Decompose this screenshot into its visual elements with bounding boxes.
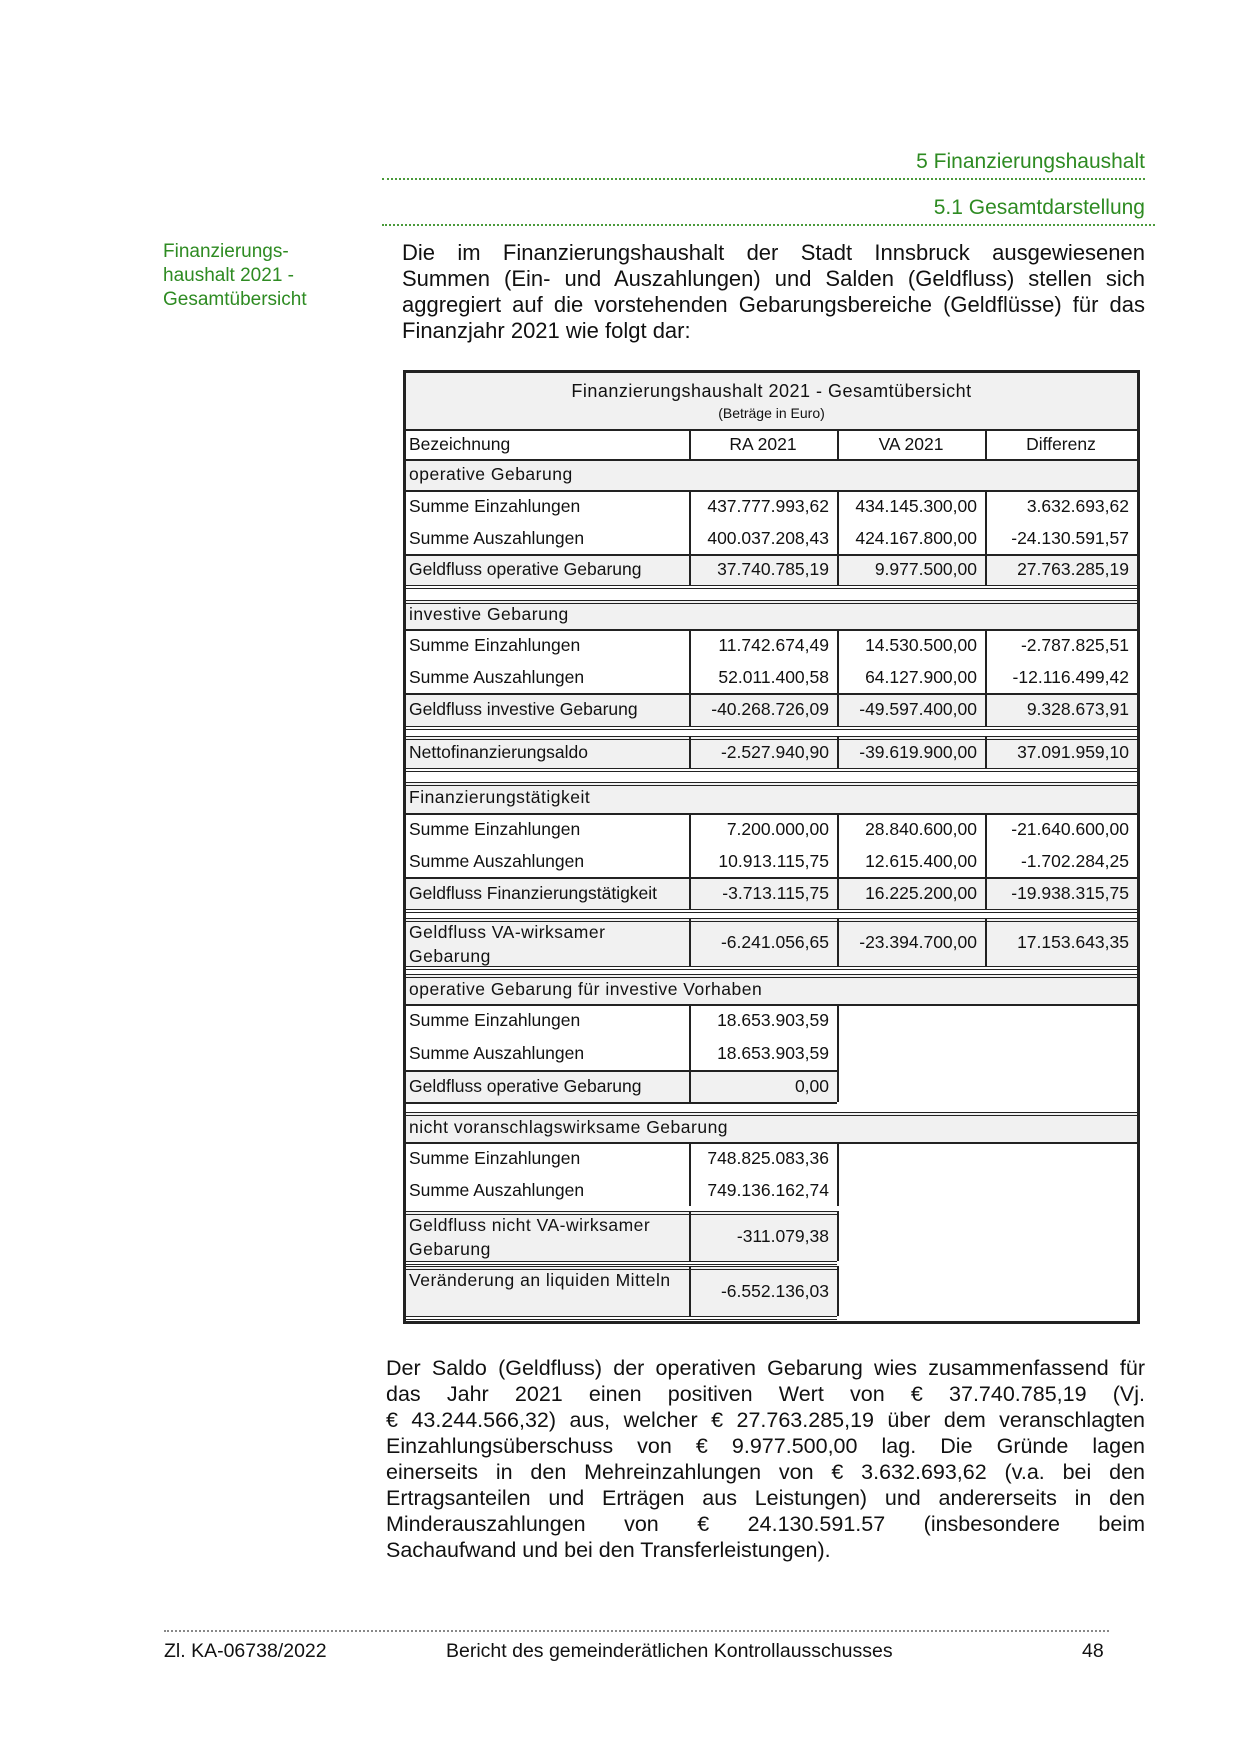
table-rule [689,845,691,877]
table-rule [689,1142,691,1174]
table-rule [406,768,1137,772]
summary-line: Sachaufwand und bei den Transferleistungen). [386,1538,831,1562]
chapter-heading: 5 Finanzierungshaushalt [916,150,1145,173]
section-header: investive Gebarung [406,600,1137,629]
value-va-2021: -49.597.400,00 [837,693,985,726]
table-rule [689,523,691,554]
col-header-va: VA 2021 [878,433,944,454]
section-header: operative Gebarung für investive Vorhaben [406,974,1137,1004]
value-ra-2021: 437.777.993,62 [707,496,829,516]
row-label: Summe Auszahlungen [409,1179,585,1200]
value-differenz: 27.763.285,19 [985,554,1137,585]
row-label: Summe Einzahlungen [409,1147,581,1168]
footer-title: Bericht des gemeinderätlichen Kontrollausschusses [446,1640,893,1662]
value-differenz: -19.938.315,75 [985,877,1137,909]
section-header: operative Gebarung [406,459,1137,490]
margin-note-line: Gesamtübersicht [163,289,307,310]
value-differenz: 17.153.643,35 [985,918,1137,966]
row-label: Veränderung an liquiden Mitteln [406,1266,689,1316]
value-ra-2021: -311.079,38 [689,1211,837,1261]
row-label: Summe Auszahlungen [409,528,585,548]
table-rule [406,585,1137,589]
table-rule [689,1004,691,1037]
table-rule [985,918,987,966]
value-va-2021: 9.977.500,00 [837,554,985,585]
table-rule [689,693,691,726]
table-rule [406,1112,1137,1116]
table-title-block [406,373,1137,429]
chapter-divider [382,178,1145,180]
page-number: 48 [1082,1640,1104,1662]
table-rule [985,877,987,909]
row-label: Summe Auszahlungen [409,850,585,871]
row-label: Summe Einzahlungen [409,818,581,839]
margin-note-line: Finanzierungs- [163,241,289,262]
summary-paragraph [386,1355,1145,1563]
table-rule [837,813,839,845]
value-ra-2021: 37.740.785,19 [689,554,837,585]
value-ra-2021: 749.136.162,74 [707,1179,829,1200]
table-rule [837,523,839,554]
value-va-2021: -23.394.700,00 [837,918,985,966]
value-differenz: -24.130.591,57 [1011,528,1129,548]
table-rule [837,629,839,662]
table-rule [985,490,987,523]
section-divider [382,224,1155,226]
table-rule [837,1070,839,1102]
table-rule [837,845,839,877]
table-rule [837,662,839,693]
table-rule [406,1316,837,1320]
value-ra-2021: 52.011.400,58 [718,667,829,687]
table-rule [689,629,691,662]
row-label: Geldfluss operative Gebarung [406,1070,689,1102]
table-rule [406,1070,837,1072]
table-rule [406,736,1137,740]
intro-line: aggregiert auf die vorstehenden Gebarungsbereiche (Geldflüsse) für das [402,292,1145,317]
table-rule [689,813,691,845]
value-va-2021: 12.615.400,00 [865,850,977,871]
row-label: Geldfluss VA-wirksamer Gebarung [406,918,689,966]
value-ra-2021: 400.037.208,43 [707,528,829,548]
table-rule [406,429,1137,431]
table-rule [406,877,1137,879]
table-rule [985,629,987,662]
table-rule [837,693,839,726]
value-differenz: 37.091.959,10 [985,736,1137,768]
footer-reference: Zl. KA-06738/2022 [164,1640,327,1662]
value-ra-2021: -40.268.726,09 [689,693,837,726]
table-rule [689,490,691,523]
table-rule [985,662,987,693]
table-rule [837,554,839,585]
table-rule [406,726,1137,730]
value-ra-2021: -6.241.056,65 [689,918,837,966]
table-rule [985,429,987,459]
value-differenz: 9.328.673,91 [985,693,1137,726]
table-rule [837,490,839,523]
col-header-label: Bezeichnung [409,433,511,454]
table-rule [837,1174,839,1206]
table-rule [837,429,839,459]
value-va-2021: 28.840.600,00 [865,818,977,839]
table-rule [985,523,987,554]
table-rule [689,1070,691,1102]
table-rule [406,600,1137,604]
table-rule [406,459,1137,461]
table-rule [985,693,987,726]
table-rule [689,662,691,693]
table-rule [406,782,1137,786]
table-rule [689,918,691,966]
table-rule [689,1211,691,1261]
col-header-diff: Differenz [1026,433,1096,454]
margin-note [163,240,333,312]
table-rule [689,877,691,909]
value-va-2021: 16.225.200,00 [837,877,985,909]
table-rule [837,877,839,909]
margin-note-line: haushalt 2021 - [163,265,294,286]
value-differenz: -12.116.499,42 [1012,667,1129,687]
intro-line: Summen (Ein- und Auszahlungen) und Salden (Geldfluss) stellen sich [402,266,1145,291]
summary-line: Ertragsanteilen und Erträgen aus Leistungen) und andererseits in den [386,1486,1145,1510]
table-rule [837,1266,839,1316]
summary-line: einerseits in den Mehreinzahlungen von € 3.632.693,62 (v.a. bei den [386,1460,1145,1484]
intro-line: Die im Finanzierungshaushalt der Stadt Innsbruck ausgewiesenen [402,240,1145,265]
value-ra-2021: 748.825.083,36 [707,1147,829,1168]
value-differenz: 3.632.693,62 [1026,496,1129,516]
value-va-2021: -39.619.900,00 [837,736,985,768]
financing-overview-table [403,370,1140,1324]
row-label: Geldfluss Finanzierungstätigkeit [406,877,689,909]
table-rule [689,1174,691,1206]
table-subtitle: (Beträge in Euro) [718,405,825,421]
table-title: Finanzierungshaushalt 2021 - Gesamtübersicht [571,381,972,401]
value-va-2021: 434.145.300,00 [855,496,977,516]
footer-divider [164,1630,1109,1632]
table-rule [406,554,1137,556]
value-ra-2021: 10.913.115,75 [718,850,829,871]
value-va-2021: 64.127.900,00 [865,667,977,687]
table-rule [406,1266,837,1270]
table-rule [689,1037,691,1070]
table-rule [837,1142,839,1174]
table-rule [406,966,1137,970]
summary-line: das Jahr 2021 einen positiven Wert von € 37.740.785,19 (Vj. [386,1382,1145,1406]
value-ra-2021: 18.653.903,59 [717,1010,829,1030]
table-rule [689,736,691,768]
value-ra-2021: -3.713.115,75 [689,877,837,909]
table-rule [689,554,691,585]
intro-line: Finanzjahr 2021 wie folgt dar: [402,318,691,343]
table-rule [406,1211,837,1215]
table-rule [689,429,691,459]
value-ra-2021: 11.742.674,49 [718,635,829,655]
section-header: nicht voranschlagswirksame Gebarung [406,1112,1137,1142]
table-rule [406,1102,837,1104]
row-label: Geldfluss operative Gebarung [406,554,689,585]
table-rule [985,554,987,585]
row-label: Summe Einzahlungen [409,635,581,655]
value-ra-2021: 18.653.903,59 [717,1043,829,1063]
table-rule [985,736,987,768]
value-va-2021: 14.530.500,00 [865,635,977,655]
row-label: Summe Einzahlungen [409,496,581,516]
table-rule [985,813,987,845]
table-rule [406,693,1137,695]
row-label: Geldfluss nicht VA-wirksamer Gebarung [406,1211,689,1261]
table-rule [837,736,839,768]
intro-paragraph [402,240,1145,344]
table-rule [837,1211,839,1261]
value-ra-2021: 0,00 [689,1070,837,1102]
table-rule [985,845,987,877]
value-va-2021: 424.167.800,00 [855,528,977,548]
col-header-ra: RA 2021 [729,433,797,454]
table-rule [406,918,1137,922]
row-label: Summe Auszahlungen [409,1043,585,1063]
value-differenz: -1.702.284,25 [1020,850,1129,871]
summary-line: € 43.244.566,32) aus, welcher € 27.763.285,19 über dem veranschlagten [386,1408,1145,1432]
table-rule [406,1261,837,1265]
summary-line: Einzahlungsüberschuss von € 9.977.500,00 lag. Die Gründe lagen [386,1434,1145,1458]
value-differenz: -21.640.600,00 [1011,818,1129,839]
table-rule [837,918,839,966]
value-ra-2021: -2.527.940,90 [689,736,837,768]
value-ra-2021: 7.200.000,00 [726,818,829,839]
section-heading: 5.1 Gesamtdarstellung [933,196,1145,219]
table-rule [689,1266,691,1316]
section-header: Finanzierungstätigkeit [406,782,1137,813]
table-rule [837,1004,839,1037]
summary-line: Der Saldo (Geldfluss) der operativen Gebarung wies zusammenfassend für [386,1356,1145,1380]
value-ra-2021: -6.552.136,03 [689,1266,837,1316]
row-label: Nettofinanzierungsaldo [406,736,689,768]
row-label: Geldfluss investive Gebarung [406,693,689,726]
table-rule [406,974,1137,978]
row-label: Summe Einzahlungen [409,1010,581,1030]
value-differenz: -2.787.825,51 [1020,635,1129,655]
row-label: Summe Auszahlungen [409,667,585,687]
summary-line: Minderauszahlungen von € 24.130.591.57 (insbesondere beim [386,1512,1145,1536]
table-rule [837,1037,839,1070]
table-rule [406,909,1137,913]
